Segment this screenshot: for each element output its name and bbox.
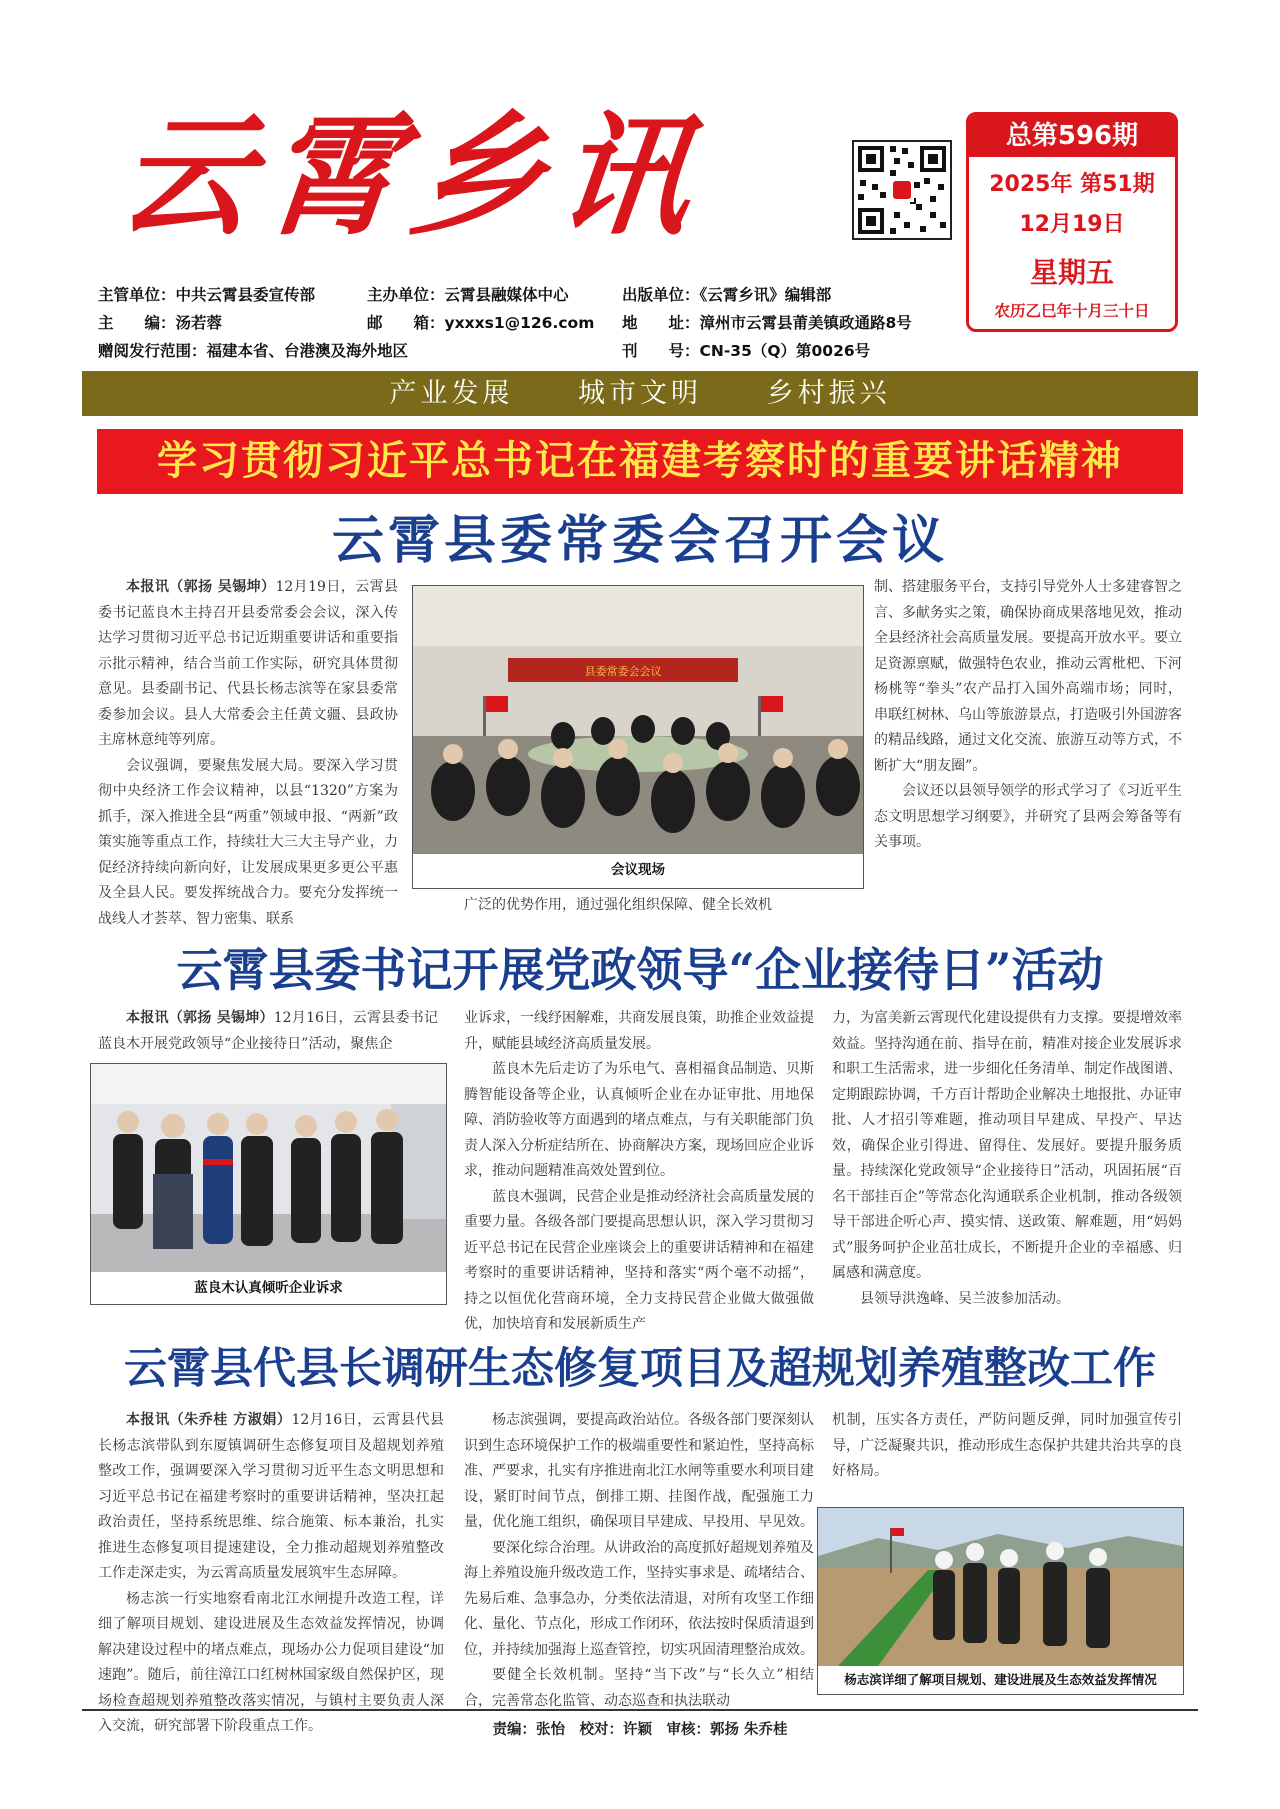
article1-col2-text: 广泛的优势作用，通过强化组织保障、健全长效机	[464, 897, 772, 913]
issue-date: 12月19日	[1019, 212, 1125, 237]
article3-para1: 12月16日，云霄县代县长杨志滨带队到东厦镇调研生态修复项目及超规划养殖整改工作，强调要深入学习贯彻习近平生态文明思想和习近平总书记在福建考察时的重要讲话精神，坚决扛起政治责任，坚持系统思维、综合施策、标本兼治，扎实推进生态修复项目提速建设，全力推动超规划养殖整改工作走深走实，为云霄高质量发展筑牢生态屏障。	[98, 1412, 444, 1581]
info-serial: 刊 号：CN-35（Q）第0026号	[622, 342, 871, 360]
article2-para5: 力，为富美新云霄现代化建设提供有力支撑。要提增效率效益。坚持沟通在前、指导在前，精准对接企业发展诉求和职工生活需求，进一步细化任务清单、制定作战图谱、定期跟踪协调，千方百计帮助企业解决土地报批、办证审批、人才招引等难题，推动项目早建成、早投产、早达效，确保企业引得进、留得住、发展好。要提升服务质量。持续深化党政领导“企业接待日”活动，巩固拓展“百名干部挂百企”等常态化沟通联系企业机制，推动各级领导干部进企听心声、摸实情、送政策、解难题，用“妈妈式”服务呵护企业茁壮成长，不断提升企业的幸福感、归属感和满意度。	[832, 1010, 1182, 1281]
article3-para6: 机制，压实各方责任，严防问题反弹，同时加强宣传引导，广泛凝聚共识，推动形成生态保护共建共治共享的良好格局。	[832, 1412, 1182, 1479]
issue-year: 2025年 第51期	[989, 172, 1155, 197]
article2-headline: 云霄县委书记开展党政领导“企业接待日”活动	[176, 943, 1104, 997]
qr-code	[852, 140, 952, 240]
article1-col1	[98, 575, 398, 932]
article2-para6: 县领导洪逸峰、吴兰波参加活动。	[860, 1290, 1070, 1307]
article2-para3: 蓝良木先后走访了为乐电气、喜相福食品制造、贝斯腾智能设备等企业，认真倾听企业在办证审批、用地保障、消防验收等方面遇到的堵点难点，与有关职能部门负责人深入分析症结所在、协商解决方案，现场回应企业诉求，推动问题精准高效处置到位。	[464, 1061, 814, 1179]
article2-lead: 本报讯	[126, 1010, 169, 1026]
article2-para2: 业诉求，一线纾困解难，共商发展良策，助推企业效益提升，赋能县域经济高质量发展。	[464, 1010, 814, 1052]
article1-para2: 会议强调，要聚焦发展大局。要深入学习贯彻中央经济工作会议精神，以县“1320”方案为抓手，深入推进全县“两重”领域申报、“两新”政策实施等重点工作，持续壮大三大主导产业，力促经济持续向新向好，让发展成果更多更公平惠及全县人民。要发挥统战合力。要充分发挥统一战线人才荟萃、智力密集、联系	[98, 757, 398, 927]
info-address: 地 址：漳州市云霄县莆美镇政通路8号	[622, 314, 912, 332]
article1-caption: 会议现场	[611, 862, 665, 878]
masthead-title: 云霄乡讯	[111, 99, 713, 254]
info-organizer: 主办单位：云霄县融媒体中心	[367, 286, 569, 304]
footer-divider	[82, 1709, 1198, 1711]
article2-para1: 12月16日，云霄县委书记蓝良木开展党政领导“企业接待日”活动，聚焦企	[98, 1010, 439, 1052]
article2-byline: （郭扬 吴锡坤）	[168, 1010, 274, 1026]
editorial-credits: 责编：张怡 校对：许颖 审核：郭扬 朱乔桂	[492, 1722, 788, 1738]
article2-para4: 蓝良木强调，民营企业是推动经济社会高质量发展的重要力量。各级各部门要提高思想认识，深入学习贯彻习近平总书记在民营企业座谈会上的重要讲话精神和在福建考察时的重要讲话精神，坚持和落实“两个毫不动摇”，持之以恒优化营商环境，全力支持民营企业做大做强做优，加快培育和发展新质生产	[464, 1188, 814, 1332]
article3-para3: 杨志滨强调，要提高政治站位。各级各部门要深刻认识到生态环境保护工作的极端重要性和紧迫性，坚持高标准、严要求，扎实有序推进南北江水闸等重要水利项目建设，紧盯时间节点，倒排工期、挂图作战，配强施工力量，优化施工组织，确保项目早建成、早投用、早见效。	[464, 1412, 814, 1530]
article2-col3	[832, 1006, 1182, 1312]
article3-col3	[832, 1408, 1182, 1485]
slogan-item: 城市文明	[578, 378, 702, 409]
meeting-banner-text: 县委常委会会议	[584, 665, 662, 678]
article2-photo	[90, 1063, 447, 1305]
slogan-item: 乡村振兴	[766, 378, 891, 409]
article3-para5: 要健全长效机制。坚持“当下改”与“长久立”相结合，完善常态化监管、动态巡查和执法联动	[464, 1667, 814, 1709]
article1-para4: 会议还以县领导领学的形式学习了《习近平生态文明思想学习纲要》，并研究了县两会筹备等有关事项。	[874, 783, 1182, 850]
info-email: 邮 箱：yxxxs1@126.com	[367, 314, 595, 332]
article2-col1	[98, 1006, 438, 1057]
site-photo-graphic	[818, 1508, 1183, 1666]
article2-col2	[464, 1006, 814, 1338]
article3-col2	[464, 1408, 814, 1714]
article1-lead: 本报讯	[126, 579, 170, 595]
article1-headline: 云霄县委常委会召开会议	[331, 510, 948, 571]
article3-photo	[817, 1507, 1184, 1695]
info-editor: 主 编：汤若蓉	[98, 314, 223, 332]
issue-total: 总第596期	[969, 115, 1175, 157]
article3-headline: 云霄县代县长调研生态修复项目及超规划养殖整改工作	[124, 1344, 1156, 1394]
article1-photo	[412, 585, 864, 889]
article2-caption: 蓝良木认真倾听企业诉求	[194, 1280, 343, 1296]
info-distribution: 赠阅发行范围：福建本省、台港澳及海外地区	[98, 342, 409, 360]
article1-col2-tail	[464, 893, 824, 919]
article1-para3: 制、搭建服务平台，支持引导党外人士多建睿智之言、多献务实之策，确保协商成果落地见效，推动全县经济社会高质量发展。要提高开放水平。要立足资源禀赋，做强特色农业，推动云霄枇杷、下河杨桃等“拳头”农产品打入国外高端市场；同时，串联红树林、乌山等旅游景点，打造吸引外国游客的精品线路，通过文化交流、旅游互动等方式，不断扩大“朋友圈”。	[874, 579, 1182, 774]
slogan-item: 产业发展	[389, 378, 514, 409]
issue-info-box	[966, 112, 1178, 332]
article3-para2: 杨志滨一行实地察看南北江水闸提升改造工程，详细了解项目规划、建设进展及生态效益发挥情况，协调解决建设过程中的堵点难点，现场办公力促项目建设“加速跑”。随后，前往漳江口红树林国家级自然保护区，现场检查超规划养殖整改落实情况，与镇村主要负责人深入交流，研究部署下阶段重点工作。	[98, 1590, 444, 1734]
article3-byline: （朱乔桂 方淑娟）	[169, 1412, 292, 1428]
info-publisher: 出版单位：《云霄乡讯》编辑部	[622, 286, 832, 304]
meeting-photo-graphic	[413, 586, 863, 854]
article1-byline: （郭扬 吴锡坤）	[169, 579, 276, 595]
article1-col3	[874, 575, 1182, 856]
article3-lead: 本报讯	[126, 1412, 170, 1428]
article1-para1: 12月19日，云霄县委书记蓝良木主持召开县委常委会会议，深入传达学习贯彻习近平总书记近期重要讲话和重要指示批示精神，结合当前工作实际，研究具体贯彻意见。县委副书记、代县长杨志滨等在家县委常委参加会议。县人大常委会主任黄文疆、县政协主席林意纯等列席。	[98, 579, 398, 748]
article3-para4: 要深化综合治理。从讲政治的高度抓好超规划养殖及海上养殖设施升级改造工作，坚持实事求是、疏堵结合、先易后难、急事急办，分类依法清退，对所有攻坚工作细化、量化、节点化，形成工作闭环，依法按时保质清退到位，并持续加强海上巡查管控，切实巩固清理整治成效。	[464, 1539, 814, 1658]
article3-col1	[98, 1408, 444, 1740]
issue-weekday: 星期五	[1029, 256, 1114, 289]
slogan-bar	[82, 371, 1198, 416]
lunar-date: 农历乙巳年十月三十日	[994, 302, 1150, 320]
visit-photo-graphic	[91, 1064, 446, 1272]
qr-code-graphic	[854, 142, 950, 238]
info-sponsor: 主管单位：中共云霄县委宣传部	[98, 286, 316, 304]
theme-banner: 学习贯彻习近平总书记在福建考察时的重要讲话精神	[97, 429, 1183, 494]
article3-caption: 杨志滨详细了解项目规划、建设进展及生态效益发挥情况	[844, 1672, 1157, 1687]
